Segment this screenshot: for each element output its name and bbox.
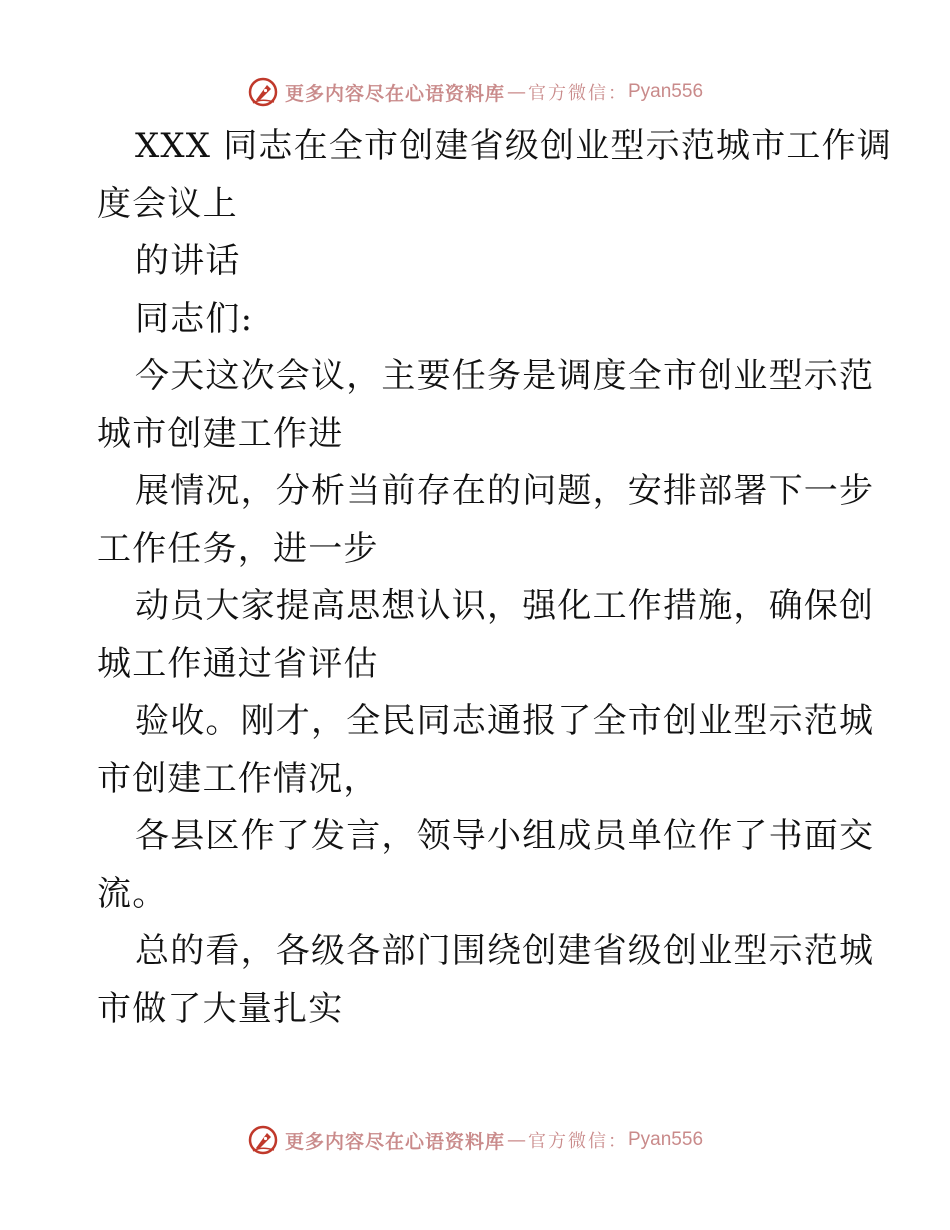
- document-body: [97, 118, 893, 1038]
- title-line-2: 度会议上: [97, 183, 238, 224]
- paragraph-line: 市做了大量扎实: [97, 988, 344, 1029]
- title-line-1: XXX 同志在全市创建省级创业型示范城市工作调: [135, 126, 893, 166]
- paragraph-line: 工作任务，进一步: [97, 528, 379, 569]
- paragraph-line: 城工作通过省评估: [97, 643, 379, 684]
- watermark-official-text: 官方微信：: [528, 1131, 628, 1152]
- pen-nib-logo-icon: [247, 1124, 279, 1156]
- salutation: 同志们:: [135, 298, 254, 339]
- header-watermark: [0, 72, 950, 112]
- paragraph-line: 各县区作了发言，领导小组成员单位作了书面交: [135, 816, 875, 856]
- watermark-site-text: 更多内容尽在心语资料库: [284, 1130, 505, 1153]
- watermark-wechat-id: Pyan556: [628, 81, 704, 102]
- paragraph-line: 市创建工作情况，: [97, 758, 379, 799]
- watermark-dash: —: [507, 81, 526, 103]
- paragraph-line: 验收。刚才，全民同志通报了全市创业型示范城: [135, 701, 875, 741]
- paragraph-line: 总的看，各级各部门围绕创建省级创业型示范城: [135, 931, 875, 971]
- paragraph-line: 今天这次会议，主要任务是调度全市创业型示范: [135, 356, 875, 396]
- watermark-wechat-id: Pyan556: [628, 1129, 704, 1150]
- watermark-site-text: 更多内容尽在心语资料库: [284, 82, 505, 105]
- paragraph-line: 动员大家提高思想认识，强化工作措施，确保创: [135, 586, 875, 626]
- paragraph-line: 流。: [97, 873, 168, 914]
- watermark-official-text: 官方微信：: [528, 83, 628, 104]
- paragraph-line: 城市创建工作进: [97, 413, 344, 454]
- watermark-dash: —: [507, 1129, 526, 1151]
- pen-nib-logo-icon: [247, 76, 279, 108]
- title-line-3: 的讲话: [135, 241, 241, 281]
- footer-watermark: [0, 1120, 950, 1160]
- paragraph-line: 展情况，分析当前存在的问题，安排部署下一步: [135, 471, 875, 511]
